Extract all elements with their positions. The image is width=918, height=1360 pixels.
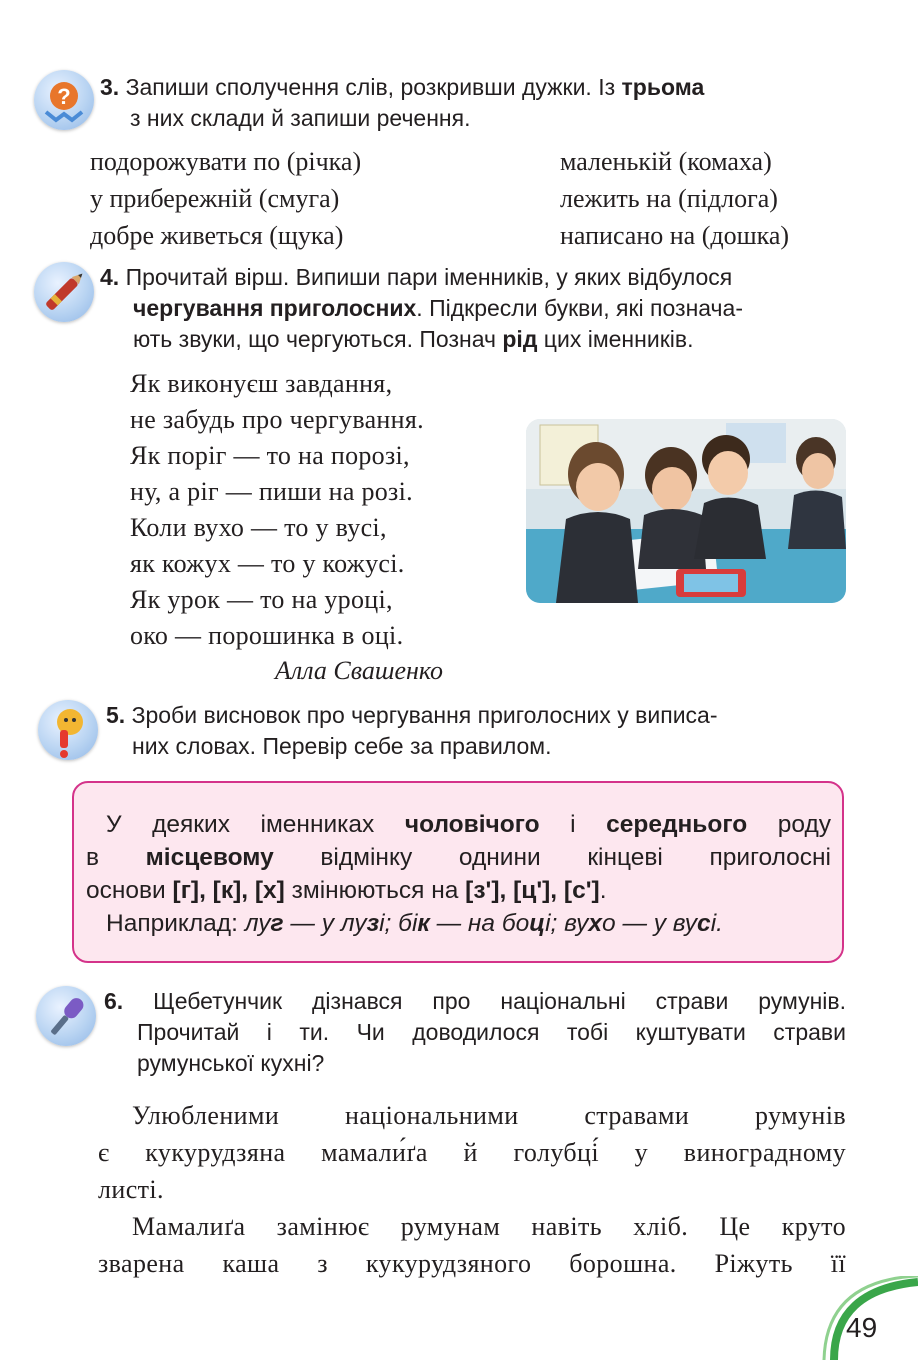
task-number: 4.: [100, 264, 120, 290]
rule-bold: [з'], [ц'], [с']: [465, 877, 600, 904]
phrases-left: [90, 143, 361, 254]
poem-author: Алла Свашенко: [275, 656, 444, 685]
rule-fragment: основи: [86, 877, 173, 904]
task-4-instruction: [100, 262, 846, 355]
phrase: маленькій (комаха): [560, 147, 772, 176]
example-bold: з: [366, 910, 380, 937]
task-number: 5.: [106, 702, 126, 728]
prose-text: [98, 1097, 846, 1282]
task-text: Запиши сполучення слів, розкривши дужки. Із: [125, 74, 622, 100]
example-bold: г: [270, 910, 284, 937]
example-fragment: лу: [244, 910, 271, 937]
example-bold: к: [417, 910, 430, 937]
phrase: у прибережній (смуга): [90, 184, 340, 213]
rule-bold: місцевому: [145, 844, 274, 871]
rule-line: [86, 808, 831, 841]
task-text: Прочитай і ти. Чи доводилося тобі куштувати страви: [137, 1019, 846, 1045]
exclamation-icon: [38, 700, 98, 760]
prose-line: Улюбленими національними стравами румунів: [132, 1101, 846, 1130]
task-text: з них склади й запиши речення.: [130, 105, 471, 131]
task-number: 3.: [100, 74, 120, 100]
task-line: [104, 986, 846, 1017]
phrases-right: [560, 143, 789, 254]
prose-line: листі.: [98, 1175, 164, 1204]
task-text: Щебетунчик дізнався про національні страви румунів.: [153, 988, 847, 1014]
rule-fragment: .: [599, 877, 607, 904]
rule-fragment: в: [86, 844, 146, 871]
task-bold: трьома: [621, 74, 705, 100]
task-text: Зроби висновок про чергування приголосних у виписа-: [131, 702, 718, 728]
task-number: 6.: [104, 988, 124, 1014]
rule-bold: чоловічого: [404, 811, 540, 838]
task-text: цих іменників.: [537, 326, 694, 352]
rule-example-line: [86, 907, 831, 940]
prose-line: зварена каша з кукурудзяного борошна. Ріжуть її: [98, 1249, 846, 1278]
poem-line: як кожух — то у кожусі.: [130, 549, 405, 578]
example-fragment: о — у ву: [602, 910, 698, 937]
task-6-instruction: [104, 986, 846, 1079]
poem-line: Як виконуєш завдання,: [130, 369, 393, 398]
phrase: написано на (дошка): [560, 221, 790, 250]
svg-text:?: ?: [57, 84, 71, 109]
task-bold: рід: [502, 326, 538, 352]
task-text: . Підкресли букви, які познача-: [416, 295, 743, 321]
task-line: [104, 1017, 846, 1048]
example-fragment: — у лу: [283, 910, 367, 937]
example-fragment: бі: [398, 910, 418, 937]
phrase: добре живеться (щука): [90, 221, 344, 250]
poem-line: Як урок — то на уроці,: [130, 585, 393, 614]
rule-fragment: роду: [747, 811, 831, 838]
task-bold: чергування приголосних: [133, 295, 417, 321]
task-text: румунської кухні?: [137, 1050, 325, 1076]
example-fragment: — на бо: [429, 910, 530, 937]
rule-fragment: змінюються на: [284, 877, 466, 904]
question-icon: [34, 70, 94, 130]
phrase: подорожувати по (річка): [90, 147, 362, 176]
classroom-photo: [526, 419, 846, 603]
phrase: лежить на (підлога): [560, 184, 778, 213]
rule-fragment: У деяких іменниках: [106, 811, 405, 838]
prose-line: є кукурудзяна мамали́ґа й голубці́ у виноградному: [98, 1138, 846, 1167]
example-bold: х: [588, 910, 603, 937]
rule-fragment: відмінку однини кінцеві приголосні: [273, 844, 831, 871]
task-3-instruction: [100, 72, 846, 134]
task-5-instruction: [106, 700, 846, 762]
rule-bold: середнього: [606, 811, 748, 838]
rule-line: [86, 874, 831, 907]
rule-bold: [г], [к], [х]: [172, 877, 285, 904]
prose-line: Мамалиґа замінює румунам навіть хліб. Це круто: [132, 1212, 846, 1241]
poem-line: око — порошинка в оці.: [130, 621, 404, 650]
example-fragment: ву: [564, 910, 589, 937]
example-fragment: і;: [379, 910, 399, 937]
poem-line: Як поріг — то на порозі,: [130, 441, 410, 470]
rule-line: [86, 841, 831, 874]
task-text: Прочитай вірш. Випиши пари іменників, у яких відбулося: [125, 264, 733, 290]
example-fragment: і;: [545, 910, 565, 937]
poem-line: Коли вухо — то у вусі,: [130, 513, 387, 542]
example-fragment: і.: [710, 910, 723, 937]
task-text: ють звуки, що чергуються. Познач: [133, 326, 503, 352]
page-number: 49: [846, 1312, 878, 1343]
example-bold: ц: [529, 910, 546, 937]
poem: [130, 366, 424, 654]
task-text: них словах. Перевір себе за правилом.: [132, 733, 552, 759]
task-line: [104, 1048, 846, 1079]
rule-fragment: і: [539, 811, 607, 838]
rule-text: [86, 808, 831, 940]
example-bold: с: [697, 910, 711, 937]
poem-line: не забудь про чергування.: [130, 405, 424, 434]
microphone-icon: [36, 986, 96, 1046]
poem-line: ну, а ріг — пиши на розі.: [130, 477, 413, 506]
pen-icon: [34, 262, 94, 322]
rule-fragment: Наприклад:: [106, 910, 245, 937]
